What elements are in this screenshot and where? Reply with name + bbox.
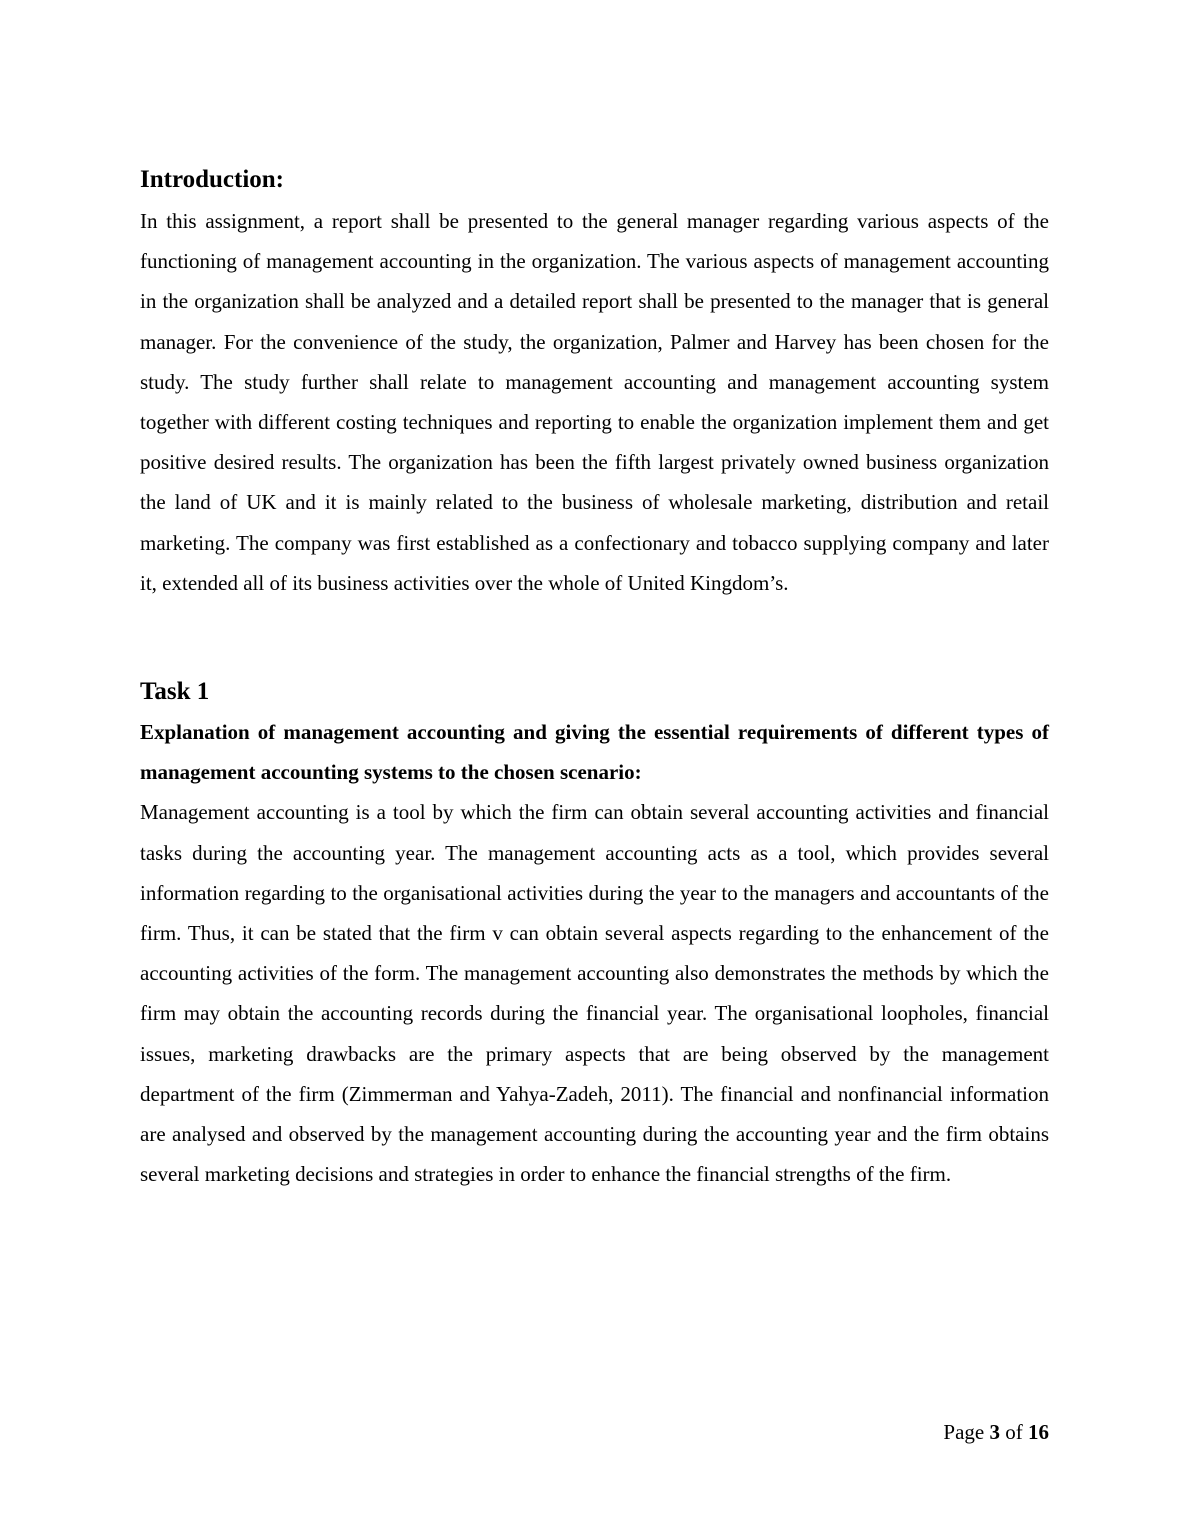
task-1-heading: Task 1 — [140, 678, 210, 706]
task-1-paragraph: Management accounting is a tool by which the firm can obtain several accounting activities and financial tasks during the accounting year. The management accounting acts as a tool, which provides several information regarding to the organisational activities during the year to the managers and accountants of the firm. Thus, it can be stated that the firm v can obtain several aspects regarding to the enhancement of the accounting activities of the form. The management accounting also demonstrates the methods by which the firm may obtain the accounting records during the financial year. The organisational loopholes, financial issues, marketing drawbacks are the primary aspects that are being observed by the management department of the firm (Zimmerman and Yahya-Zadeh, 2011). The financial and nonfinancial information are analysed and observed by the management accounting during the accounting year and the firm obtains several marketing decisions and strategies in order to enhance the financial strengths of the firm. — [140, 800, 1049, 1187]
introduction-heading: Introduction: — [140, 166, 285, 193]
task-1-subheading: Explanation of management accounting and giving the essential requirements of different types of management accounting systems to the chosen scenario: — [140, 720, 1049, 785]
total-page-count: 16 — [1028, 1420, 1049, 1444]
of-label: of — [1005, 1420, 1023, 1444]
introduction-paragraph: In this assignment, a report shall be presented to the general manager regarding various aspects of the functioning of management accounting in the organization. The various aspects of management accounting in the organization shall be analyzed and a detailed report shall be presented to the manager that is general manager. For the convenience of the study, the organization, Palmer and Harvey has been chosen for the study. The study further shall relate to management accounting and management accounting system together with different costing techniques and reporting to enable the organization implement them and get positive desired results. The organization has been the fifth largest privately owned business organization the land of UK and it is mainly related to the business of wholesale marketing, distribution and retail marketing. The company was first established as a confectionary and tobacco supplying company and later it, extended all of its business activities over the whole of United Kingdom’s. — [140, 209, 1049, 595]
page-number-footer — [700, 1418, 1049, 1446]
page-label: Page — [943, 1420, 985, 1444]
page-content — [140, 162, 1049, 1194]
current-page-number: 3 — [989, 1420, 1000, 1444]
